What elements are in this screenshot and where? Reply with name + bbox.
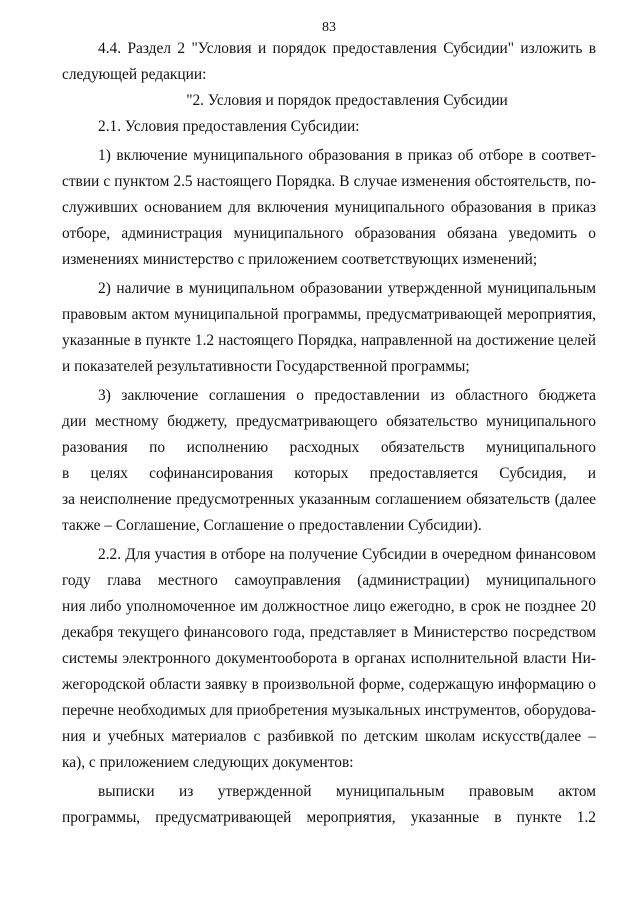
paragraph-2-2 <box>62 542 596 776</box>
text-line: и показателей результативности Государственной программы; <box>62 358 470 375</box>
text-line: в целях софинансирования которых предоставляется Субсидия, и <box>62 465 596 482</box>
text-line: 4.4. Раздел 2 "Условия и порядок предоставления Субсидии" изложить в <box>98 40 596 57</box>
paragraph-extracts <box>62 779 596 831</box>
paragraph-item-1 <box>62 143 596 273</box>
text-line: ствии с пунктом 2.5 настоящего Порядка. В случае изменения обстоятельств, по- <box>62 173 596 190</box>
text-line: году глава местного самоуправления (администрации) муниципального <box>62 572 596 589</box>
text-line: системы электронного документооборота в органах исполнительной власти Ни- <box>62 650 596 667</box>
text-line: 3) заключение соглашения о предоставлении из областного бюджета <box>98 387 596 404</box>
text-line: следующей редакции: <box>62 66 207 83</box>
text-line: 2) наличие в муниципальном образовании утвержденной муниципальным <box>98 280 596 297</box>
text-line: дии местному бюджету, предусматривающего обязательство муниципального <box>62 413 596 430</box>
text-line: разования по исполнению расходных обязательств муниципального <box>62 439 596 456</box>
text-line: 2.2. Для участия в отборе на получение Субсидии в очередном финансовом <box>98 546 596 563</box>
text-line: жегородской области заявку в произвольной форме, содержащую информацию о <box>62 676 596 693</box>
text-line: также – Соглашение, Соглашение о предоставлении Субсидии). <box>62 517 482 534</box>
text-line: 1) включение муниципального образования в приказ об отборе в соответ- <box>98 147 596 164</box>
text-line: указанные в пункте 1.2 настоящего Порядка, направленной на достижение целей <box>62 332 596 349</box>
section-heading <box>62 88 596 114</box>
text-line: изменениях министерство с приложением соответствующих изменений; <box>62 251 538 268</box>
paragraph-item-2 <box>62 276 596 380</box>
page-number: 83 <box>322 20 336 35</box>
text-line: программы, предусматривающей мероприятия, указанные в пункте 1.2 <box>62 809 596 826</box>
paragraph-4-4 <box>62 36 596 88</box>
text-line: ния и учебных материалов с разбивкой по детским школам искусств(далее – <box>62 728 596 745</box>
text-line: ния либо уполномоченное им должностное лицо ежегодно, в срок не позднее 20 <box>62 598 596 615</box>
text-line: выписки из утвержденной муниципальным правовым актом <box>98 783 596 800</box>
section-heading-text: "2. Условия и порядок предоставления Субсидии <box>186 92 508 109</box>
paragraph-2-1 <box>62 114 596 140</box>
text-line: правовым актом муниципальной программы, предусматривающей мероприятия, <box>62 306 596 323</box>
text-line: 2.1. Условия предоставления Субсидии: <box>98 118 360 135</box>
text-line: ка), с приложением следующих документов: <box>62 754 354 771</box>
text-line: отборе, администрация муниципального образования обязана уведомить о <box>62 225 596 242</box>
text-line: служивших основанием для включения муниципального образования в приказ <box>62 199 596 216</box>
paragraph-item-3 <box>62 383 596 539</box>
text-line: перечне необходимых для приобретения музыкальных инструментов, оборудова- <box>62 702 596 719</box>
text-line: декабря текущего финансового года, представляет в Министерство посредством <box>62 624 596 641</box>
text-line: за неисполнение предусмотренных указанным соглашением обязательств (далее <box>62 491 596 508</box>
